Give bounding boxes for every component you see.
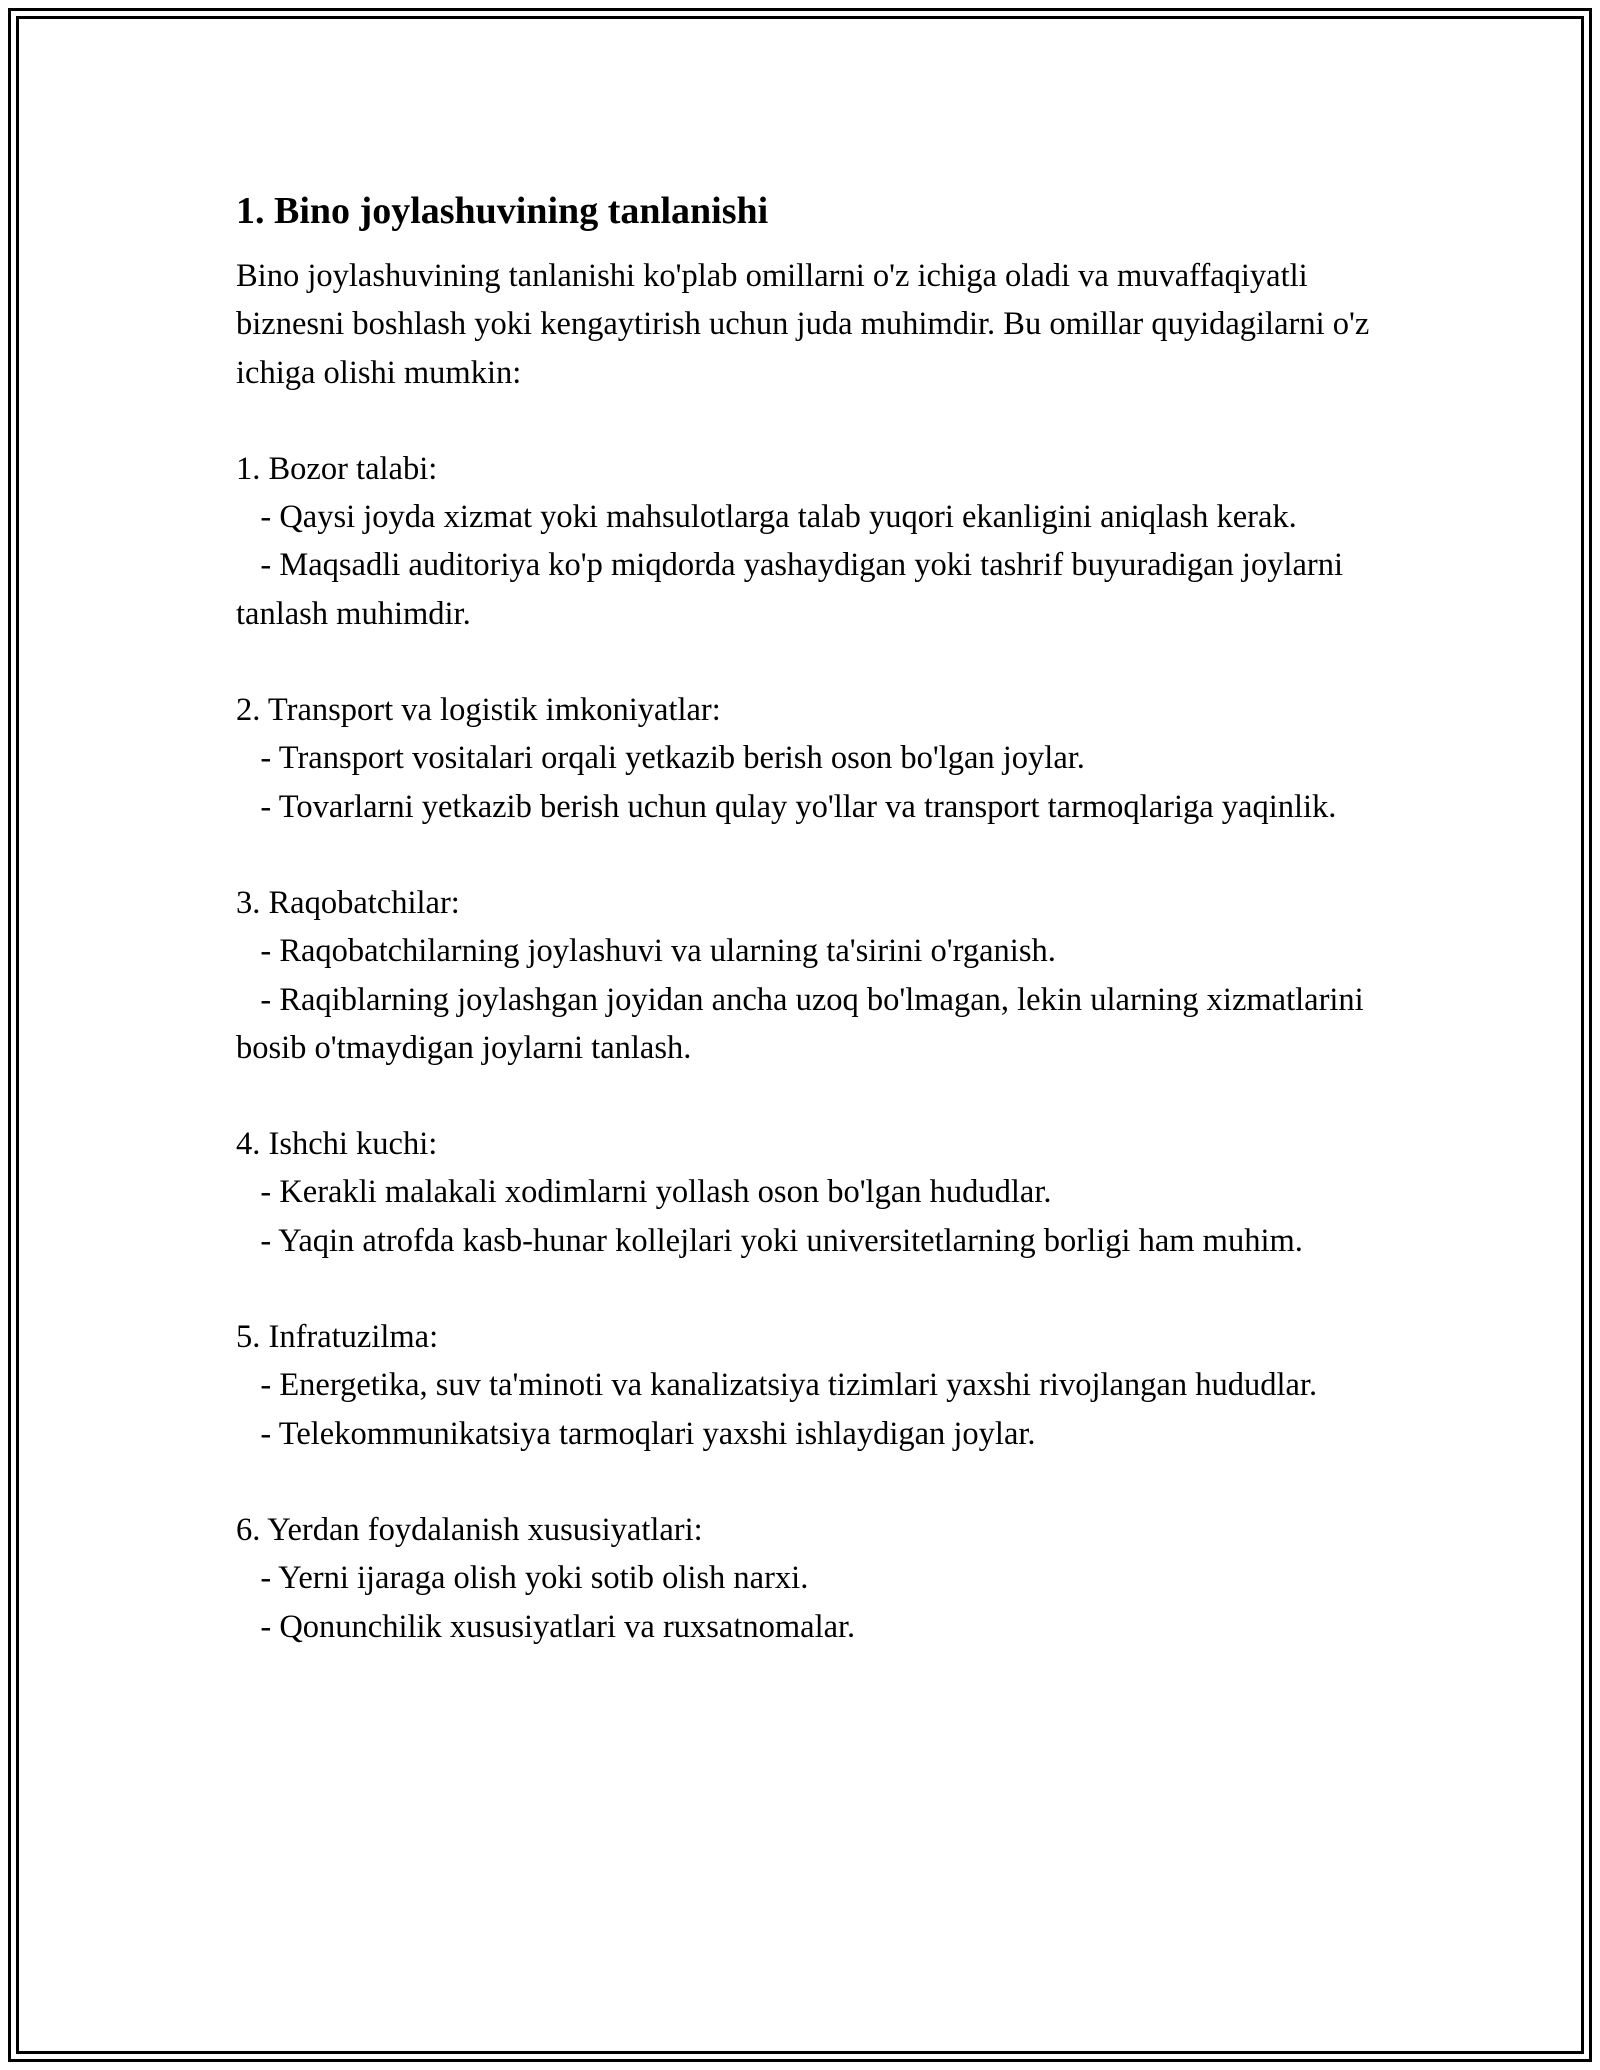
section-yerdan-foydalanish (236, 1506, 1376, 1651)
section-bullet: - Raqiblarning joylashgan joyidan ancha uzoq bo'lmagan, lekin ularning xizmatlarini bosib o'tmaydigan joylarni tanlash. (236, 981, 1364, 1066)
section-transport (236, 686, 1376, 831)
section-bullet: - Energetika, suv ta'minoti va kanalizatsiya tizimlari yaxshi rivojlangan hududlar. (236, 1367, 1318, 1404)
page-title: 1. Bino joylashuvining tanlanishi (236, 190, 769, 232)
section-title: 4. Ishchi kuchi: (236, 1126, 438, 1163)
section-bullet: - Yerni ijaraga olish yoki sotib olish narxi. (236, 1560, 809, 1597)
section-bullet: - Yaqin atrofda kasb-hunar kollejlari yoki universitetlarning borligi ham muhim. (236, 1222, 1303, 1259)
section-bullet: - Kerakli malakali xodimlarni yollash oson bo'lgan hududlar. (236, 1174, 1052, 1211)
section-infratuzilma (236, 1313, 1376, 1458)
section-title: 2. Transport va logistik imkoniyatlar: (236, 692, 721, 729)
section-title: 1. Bozor talabi: (236, 450, 438, 487)
intro-paragraph: Bino joylashuvining tanlanishi ko'plab omillarni o'z ichiga oladi va muvaffaqiyatli biznesni boshlash yoki kengaytirish uchun juda muhimdir. Bu omillar quyidagilarni o'z ichiga olishi mumkin: (236, 258, 1370, 391)
section-ishchi-kuchi (236, 1120, 1376, 1265)
section-bullet: - Maqsadli auditoriya ko'p miqdorda yashaydigan yoki tashrif buyuradigan joylarni tanlash muhimdir. (236, 547, 1343, 632)
section-bullet: - Qonunchilik xususiyatlari va ruxsatnomalar. (236, 1608, 856, 1645)
section-title: 5. Infratuzilma: (236, 1319, 439, 1356)
section-title: 3. Raqobatchilar: (236, 884, 460, 921)
section-bozor-talabi (236, 445, 1376, 638)
section-bullet: - Raqobatchilarning joylashuvi va ularning ta'sirini o'rganish. (236, 933, 1056, 970)
section-bullet: - Qaysi joyda xizmat yoki mahsulotlarga talab yuqori ekanligini aniqlash kerak. (236, 499, 1297, 536)
section-bullet: - Tovarlarni yetkazib berish uchun qulay yo'llar va transport tarmoqlariga yaqinlik. (236, 788, 1337, 825)
section-title: 6. Yerdan foydalanish xususiyatlari: (236, 1511, 703, 1548)
document-body (236, 186, 1376, 1651)
section-raqobatchilar (236, 879, 1376, 1072)
section-bullet: - Telekommunikatsiya tarmoqlari yaxshi ishlaydigan joylar. (236, 1415, 1036, 1452)
section-bullet: - Transport vositalari orqali yetkazib berish oson bo'lgan joylar. (236, 740, 1085, 777)
